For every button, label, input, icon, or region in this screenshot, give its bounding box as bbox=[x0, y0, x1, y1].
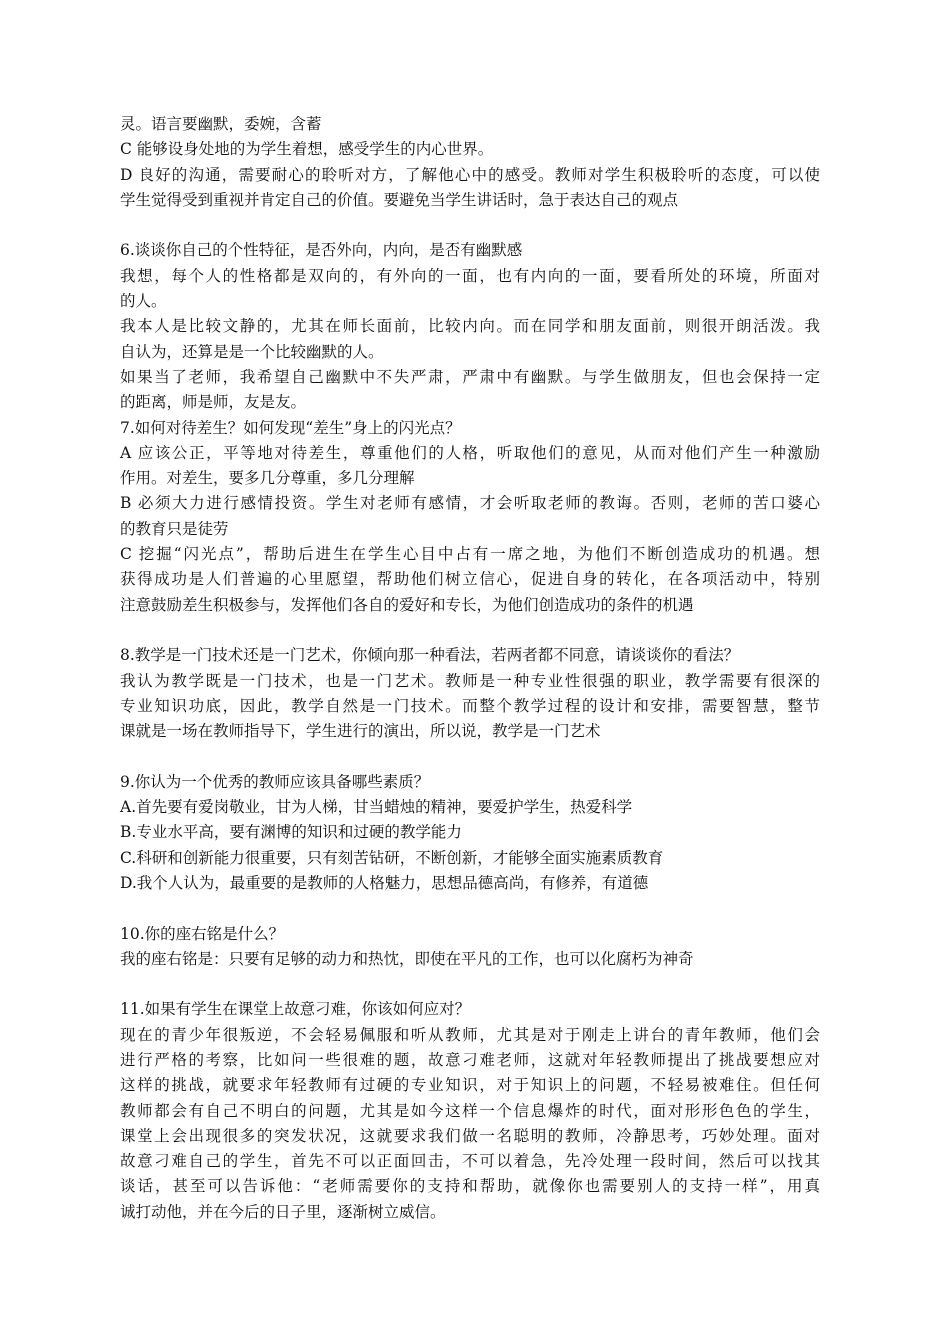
text-line: B.专业水平高，要有渊博的知识和过硬的教学能力 bbox=[120, 823, 462, 842]
blank-line bbox=[120, 896, 820, 921]
text-line: 这样的挑战，就要求年轻教师有过硬的专业知识，对于知识上的问题，不轻易被难住。但任何 bbox=[120, 1076, 820, 1095]
text-line: 11.如果有学生在课堂上故意刁难，你该如何应对？ bbox=[120, 1000, 471, 1019]
text-line: 注意鼓励差生积极参与，发挥他们各自的爱好和专长，为他们创造成功的条件的机遇 bbox=[120, 595, 694, 614]
document-page bbox=[120, 112, 820, 1225]
text-line: 7.如何对待差生？如何发现“差生”身上的闪光点？ bbox=[120, 418, 461, 437]
blank-line bbox=[120, 972, 820, 997]
text-line: B 必须大力进行感情投资。学生对老师有感情，才会听取老师的教诲。否则，老师的苦口婆心 bbox=[120, 494, 820, 513]
text-line: 的距离，师是师，友是友。 bbox=[120, 393, 307, 412]
text-line: 专业知识功底，因此，教学自然是一门技术。而整个教学过程的设计和安排，需要智慧，整节 bbox=[120, 696, 820, 715]
text-line: 作用。对差生，要多几分尊重，多几分理解 bbox=[120, 469, 415, 488]
text-line: 的人。 bbox=[120, 292, 167, 311]
text-line: 我本人是比较文静的，尤其在师长面前，比较内向。而在同学和朋友面前，则很开朗活泼。我 bbox=[120, 317, 820, 336]
text-line: 课就是一场在教师指导下，学生进行的演出，所以说，教学是一门艺术 bbox=[120, 722, 601, 741]
text-line: 我的座右铭是：只要有足够的动力和热忱，即使在平凡的工作，也可以化腐朽为神奇 bbox=[120, 949, 694, 968]
text-line: 我认为教学既是一门技术，也是一门艺术。教师是一种专业性很强的职业，教学需要有很深的 bbox=[120, 671, 820, 690]
blank-line bbox=[120, 744, 820, 769]
text-line: 灵。语言要幽默，委婉，含蓄 bbox=[120, 115, 322, 133]
text-line: 获得成功是人们普遍的心里愿望，帮助他们树立信心，促进自身的转化，在各项活动中，特别 bbox=[120, 570, 820, 589]
text-line: 课堂上会出现很多的突发状况，这就要求我们做一名聪明的教师，冷静思考，巧妙处理。面对 bbox=[120, 1126, 820, 1145]
text-line: C 挖掘“闪光点”，帮助后进生在学生心目中占有一席之地，为他们不断创造成功的机遇。想 bbox=[120, 545, 820, 564]
text-line: 故意刁难自己的学生，首先不可以正面回击，不可以着急，先冷处理一段时间，然后可以找其 bbox=[120, 1152, 820, 1171]
text-line: D 良好的沟通，需要耐心的聆听对方，了解他心中的感受。教师对学生积极聆听的态度，可以使 bbox=[120, 165, 820, 184]
text-line: C.科研和创新能力很重要，只有刻苦钻研，不断创新，才能够全面实施素质教育 bbox=[120, 848, 664, 867]
text-line: 现在的青少年很叛逆，不会轻易佩服和听从教师，尤其是对于刚走上讲台的青年教师，他们会 bbox=[120, 1025, 820, 1044]
text-line: 我想，每个人的性格都是双向的，有外向的一面，也有内向的一面，要看所处的环境，所面对 bbox=[120, 266, 820, 285]
blank-line bbox=[120, 618, 820, 643]
text-line: 10.你的座右铭是什么？ bbox=[120, 924, 285, 943]
text-line: 6.谈谈你自己的个性特征，是否外向，内向，是否有幽默感 bbox=[120, 241, 523, 260]
text-line: D.我个人认为，最重要的是教师的人格魅力，思想品德高尚，有修养，有道德 bbox=[120, 873, 649, 892]
text-line: 学生觉得受到重视并肯定自己的价值。要避免当学生讲话时，急于表达自己的观点 bbox=[120, 190, 679, 209]
text-line: 8.教学是一门技术还是一门艺术，你倾向那一种看法，若两者都不同意，请谈谈你的看法？ bbox=[120, 646, 740, 665]
text-line: 诚打动他，并在今后的日子里，逐渐树立威信。 bbox=[120, 1202, 446, 1221]
text-line: 教师都会有自己不明白的问题，尤其是如今这样一个信息爆炸的时代，面对形形色色的学生， bbox=[120, 1101, 820, 1120]
text-line: A 应该公正，平等地对待差生，尊重他们的人格，听取他们的意见，从而对他们产生一种激励 bbox=[120, 443, 820, 462]
text-line: 9.你认为一个优秀的教师应该具备哪些素质？ bbox=[120, 772, 430, 791]
blank-line bbox=[120, 213, 820, 238]
text-line: 的教育只是徒劳 bbox=[120, 519, 229, 538]
text-line: 如果当了老师，我希望自己幽默中不失严肃，严肃中有幽默。与学生做朋友，但也会保持一定 bbox=[120, 367, 820, 386]
text-line: A.首先要有爱岗敬业，甘为人梯，甘当蜡烛的精神，要爱护学生，热爱科学 bbox=[120, 798, 633, 817]
text-line: 谈话，甚至可以告诉他：“老师需要你的支持和帮助，就像你也需要别人的支持一样”，用真 bbox=[120, 1177, 820, 1196]
text-line: 进行严格的考察，比如问一些很难的题，故意刁难老师，这就对年轻教师提出了挑战要想应对 bbox=[120, 1050, 820, 1069]
text-line: 自认为，还算是是一个比较幽默的人。 bbox=[120, 342, 384, 361]
text-line: C 能够设身处地的为学生着想，感受学生的内心世界。 bbox=[120, 140, 494, 159]
